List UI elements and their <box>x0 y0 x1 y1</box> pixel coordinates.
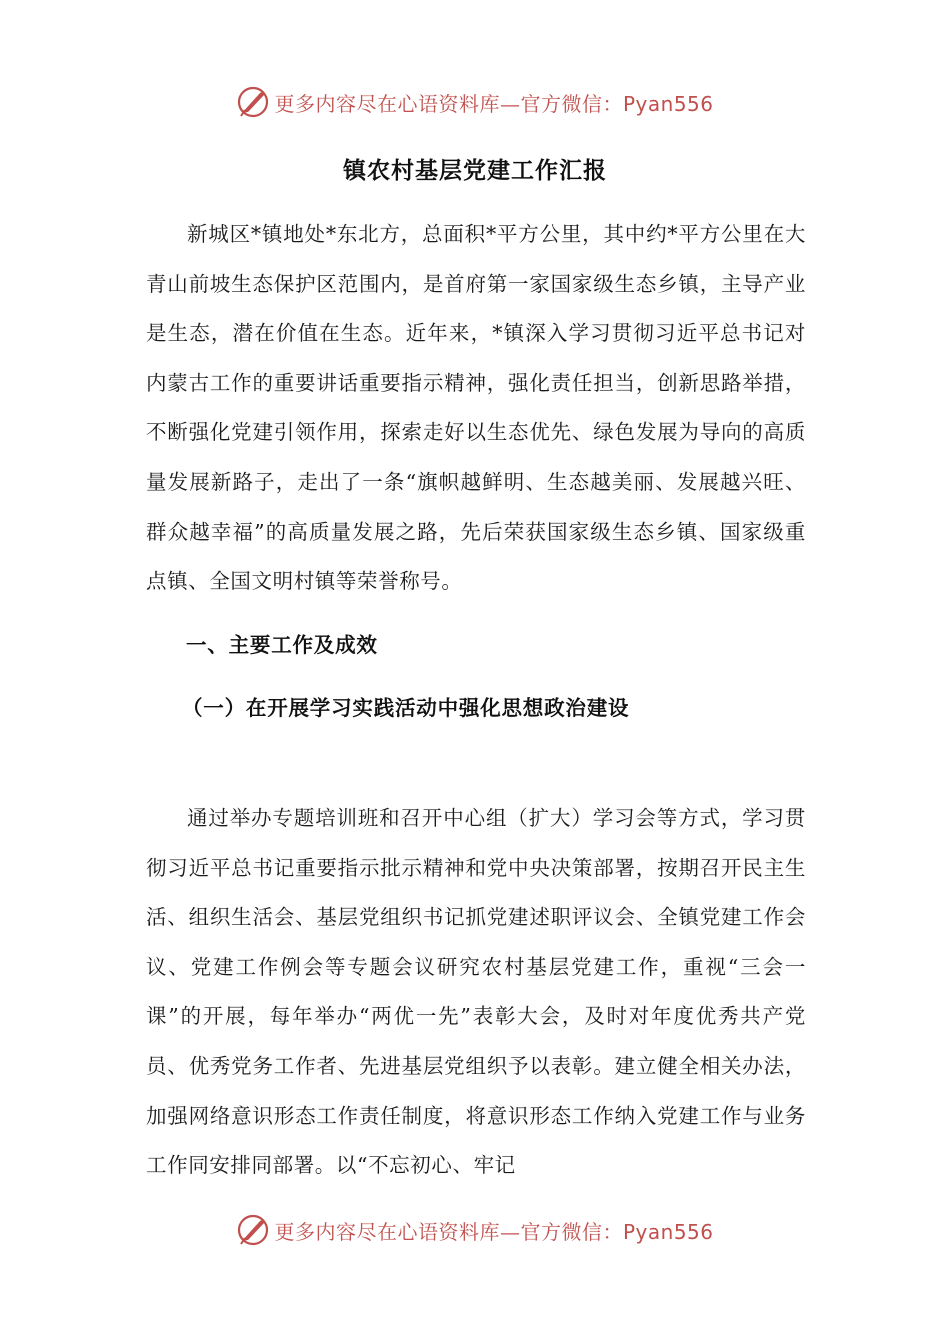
document-title: 镇农村基层党建工作汇报 <box>343 158 607 184</box>
quill-logo-icon <box>236 85 270 119</box>
banner-text <box>274 88 713 117</box>
banner-separator: — <box>499 91 521 116</box>
quill-logo-icon <box>236 1213 270 1247</box>
banner-wechat-id: Pyan556 <box>622 1219 714 1244</box>
intro-paragraph: 新城区*镇地处*东北方，总面积*平方公里，其中约*平方公里在大青山前坡生态保护区范围内，是首府第一家国家级生态乡镇，主导产业是生态，潜在价值在生态。近年来，*镇深入学习贯彻习近平总书记对内蒙古工作的重要讲话重要指示精神，强化责任担当，创新思路举措，不断强化党建引领作用，探索走好以生态优先、绿色发展为导向的高质量发展新路子，走出了一条“旗帜越鲜明、生态越美丽、发展越兴旺、群众越幸福”的高质量发展之路，先后荣获国家级生态乡镇、国家级重点镇、全国文明村镇等荣誉称号。 <box>146 222 806 594</box>
subsection-body <box>146 794 806 1191</box>
banner-main-text: 更多内容尽在心语资料库 <box>274 1219 500 1244</box>
header-banner <box>0 82 950 122</box>
footer-banner <box>0 1210 950 1250</box>
banner-separator: — <box>499 1219 521 1244</box>
banner-wechat-label: 官方微信： <box>520 1219 623 1244</box>
banner-main-text: 更多内容尽在心语资料库 <box>274 91 500 116</box>
banner-wechat-id: Pyan556 <box>622 91 714 116</box>
body-paragraph: 通过举办专题培训班和召开中心组（扩大）学习会等方式，学习贯彻习近平总书记重要指示批示精神和党中央决策部署，按期召开民主生活、组织生活会、基层党组织书记抓党建述职评议会、全镇党建工作会议、党建工作例会等专题会议研究农村基层党建工作，重视“三会一课”的开展，每年举办“两优一先”表彰大会，及时对年度优秀共产党员、优秀党务工作者、先进基层党组织予以表彰。建立健全相关办法，加强网络意识形态工作责任制度，将意识形态工作纳入党建工作与业务工作同安排同部署。以“不忘初心、牢记 <box>146 806 806 1178</box>
banner-wechat-label: 官方微信： <box>520 91 623 116</box>
banner-text <box>274 1216 713 1245</box>
intro-section <box>146 210 806 607</box>
subsection-heading: （一）在开展学习实践活动中强化思想政治建设 <box>182 696 630 720</box>
section-heading: 一、主要工作及成效 <box>186 633 378 657</box>
